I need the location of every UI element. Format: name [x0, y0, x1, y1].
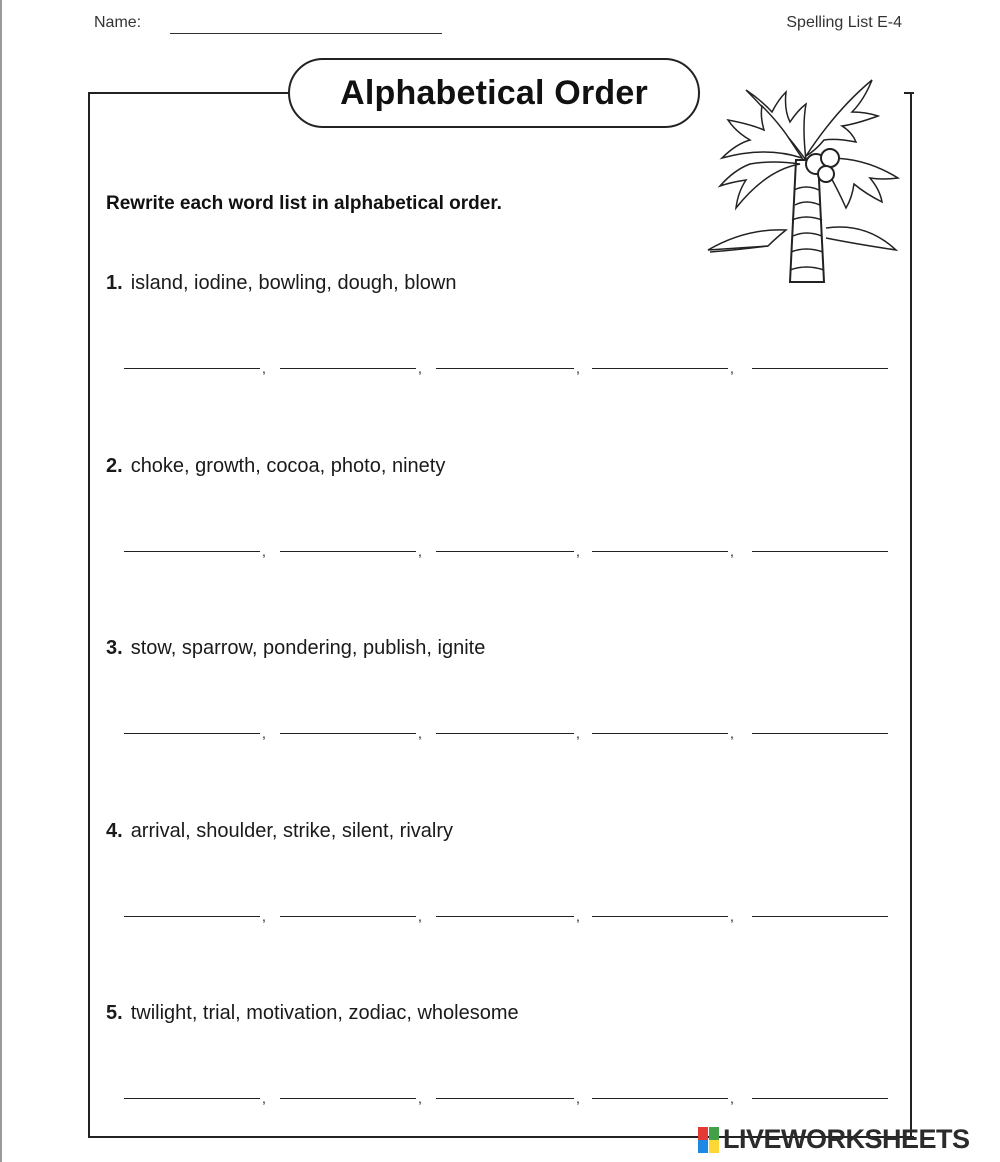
answer-blank-5-3[interactable] [436, 1098, 574, 1099]
separator-comma: , [418, 542, 422, 559]
answer-blank-3-2[interactable] [280, 733, 416, 734]
watermark-text: LIVEWORKSHEETS [723, 1124, 970, 1154]
question-number: 5. [106, 1002, 123, 1024]
title-banner [288, 58, 700, 128]
separator-comma: , [262, 907, 266, 924]
answer-blank-5-1[interactable] [124, 1098, 260, 1099]
separator-comma: , [576, 907, 580, 924]
answer-blank-3-3[interactable] [436, 733, 574, 734]
question-1 [106, 272, 456, 295]
answer-blank-5-5[interactable] [752, 1098, 888, 1099]
answer-blank-1-2[interactable] [280, 368, 416, 369]
question-words: arrival, shoulder, strike, silent, rivalry [130, 819, 454, 842]
name-field[interactable] [170, 33, 442, 34]
separator-comma: , [262, 542, 266, 559]
separator-comma: , [418, 907, 422, 924]
separator-comma: , [730, 907, 734, 924]
answer-blank-4-5[interactable] [752, 916, 888, 917]
separator-comma: , [730, 360, 734, 376]
answer-blank-1-1[interactable] [124, 368, 260, 369]
answer-blank-1-3[interactable] [436, 368, 574, 369]
separator-comma: , [262, 360, 266, 376]
answer-blank-5-2[interactable] [280, 1098, 416, 1099]
answer-blank-4-4[interactable] [592, 916, 728, 917]
answer-blank-2-2[interactable] [280, 551, 416, 552]
separator-comma: , [730, 725, 734, 741]
separator-comma: , [576, 360, 580, 376]
answer-blank-4-2[interactable] [280, 916, 416, 917]
question-words: stow, sparrow, pondering, publish, ignite [130, 637, 486, 659]
liveworksheets-logo-icon [698, 1126, 720, 1154]
separator-comma: , [418, 360, 422, 376]
answer-blank-2-5[interactable] [752, 551, 888, 552]
question-3 [106, 637, 485, 660]
answer-blank-4-1[interactable] [124, 916, 260, 917]
worksheet-frame-right [910, 92, 912, 1136]
separator-comma: , [262, 1090, 266, 1106]
question-4 [106, 820, 453, 843]
question-number: 4. [106, 819, 123, 842]
answer-blank-3-4[interactable] [592, 733, 728, 734]
question-words: twilight, trial, motivation, zodiac, wholesome [130, 1002, 519, 1024]
page-title: Alphabetical Order [340, 73, 648, 112]
answer-blank-5-4[interactable] [592, 1098, 728, 1099]
answer-blank-4-3[interactable] [436, 916, 574, 917]
question-number: 1. [106, 272, 123, 294]
instructions: Rewrite each word list in alphabetical order. [106, 193, 502, 214]
answer-blank-3-1[interactable] [124, 733, 260, 734]
palm-tree-icon [706, 60, 906, 292]
question-2 [106, 455, 445, 478]
answer-blank-2-3[interactable] [436, 551, 574, 552]
answer-blank-1-4[interactable] [592, 368, 728, 369]
question-5 [106, 1002, 519, 1025]
question-words: choke, growth, cocoa, photo, ninety [130, 454, 446, 477]
question-number: 3. [106, 637, 123, 659]
question-number: 2. [106, 454, 123, 477]
answer-blank-2-1[interactable] [124, 551, 260, 552]
separator-comma: , [262, 725, 266, 741]
name-label: Name: [94, 14, 142, 31]
answer-blank-1-5[interactable] [752, 368, 888, 369]
answer-blank-2-4[interactable] [592, 551, 728, 552]
separator-comma: , [418, 725, 422, 741]
separator-comma: , [576, 542, 580, 559]
answer-blank-3-5[interactable] [752, 733, 888, 734]
separator-comma: , [576, 725, 580, 741]
separator-comma: , [418, 1090, 422, 1106]
spelling-list-label: Spelling List E-4 [786, 14, 902, 31]
liveworksheets-watermark [698, 1124, 970, 1155]
separator-comma: , [576, 1090, 580, 1106]
separator-comma: , [730, 1090, 734, 1106]
question-words: island, iodine, bowling, dough, blown [130, 272, 457, 294]
page-edge [0, 0, 2, 1162]
separator-comma: , [730, 542, 734, 559]
